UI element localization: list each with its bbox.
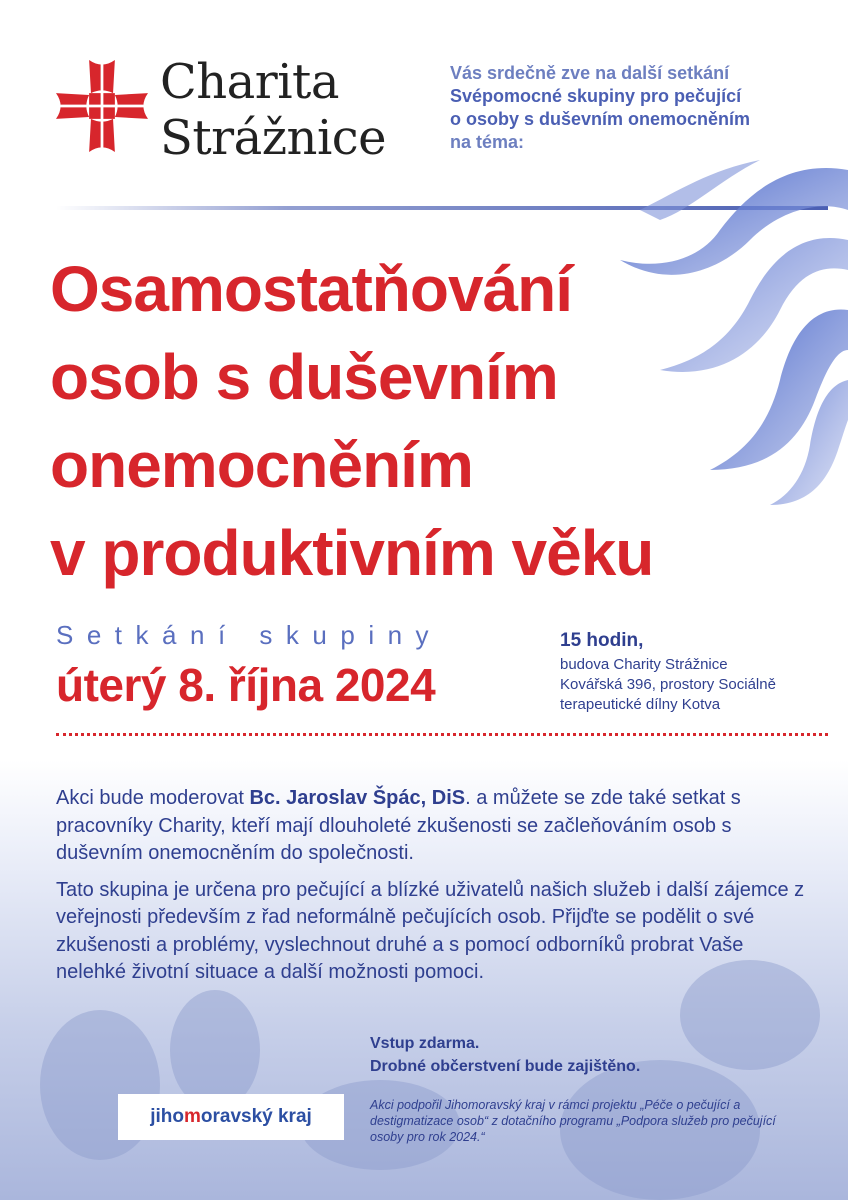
event-location-line2: Kovářská 396, prostory Sociálně: [560, 676, 776, 693]
body-p1-before: Akci bude moderovat: [56, 787, 250, 809]
dotted-divider: [56, 733, 828, 736]
invitation-line3: o osoby s duševním onemocněním: [450, 109, 751, 129]
sponsor-logo-text: [150, 1106, 312, 1128]
caritas-cross-icon: [56, 60, 148, 152]
body-text: [56, 785, 816, 996]
event-date: úterý 8. října 2024: [56, 659, 436, 711]
invitation-line1: Vás srdečně zve na další setkání: [450, 63, 730, 83]
event-location: [560, 655, 830, 715]
event-location-line3: terapeutické dílny Kotva: [560, 696, 721, 713]
event-info: [560, 630, 830, 715]
title-line3: onemocněním: [50, 429, 473, 501]
logo-part3: oravský kraj: [200, 1106, 312, 1127]
moderator-name: Bc. Jaroslav Špác, DiS: [249, 787, 466, 809]
body-p1-after: . a můžete se zde také setkat s pracovníky Charity, kteří mají dlouholeté zkušenosti se začleňováním osob s duševním onemocněním do společnosti.: [56, 787, 741, 864]
invitation-line2: Svépomocné skupiny pro pečující: [450, 86, 742, 106]
logo-part1: jiho: [150, 1106, 184, 1127]
title-line2: osob s duševním: [50, 341, 558, 413]
logo-name-line1: Charita: [160, 54, 339, 110]
invitation-text: [450, 62, 820, 154]
body-paragraph-2: Tato skupina je určena pro pečující a blízké uživatelů našich služeb i další zájemce z veřejnosti především z řad neformálně pečujících osob. Přijďte se podělit o své zkušenosti a problémy, vyslechnout druhé a s pomocí odborníků probrat Vaše nelehké životní situace a další možnosti pomoci.: [56, 878, 805, 983]
entry-line1: Vstup zdarma.: [370, 1035, 480, 1052]
logo-part2: m: [183, 1106, 201, 1127]
title-line4: v produktivním věku: [50, 517, 654, 589]
body-paragraph-1: [56, 785, 816, 868]
jihomoravsky-kraj-logo: [118, 1094, 344, 1140]
event-time: 15 hodin,: [560, 630, 644, 651]
title-line1: Osamostatňování: [50, 253, 573, 325]
event-label: Setkání skupiny: [56, 620, 443, 650]
entry-line2: Drobné občerstvení bude zajištěno.: [370, 1058, 641, 1075]
event-location-line1: budova Charity Strážnice: [560, 656, 728, 673]
logo-name-line2: Strážnice: [160, 110, 387, 166]
invitation-line4: na téma:: [450, 132, 525, 152]
entry-info: [370, 1032, 640, 1078]
support-note: Akci podpořil Jihomoravský kraj v rámci projektu „Péče o pečující a destigmatizace osob“ z dotačního programu „Podpora služeb pro pečující osoby pro rok 2024.“: [370, 1098, 776, 1144]
page-title: [50, 245, 810, 597]
